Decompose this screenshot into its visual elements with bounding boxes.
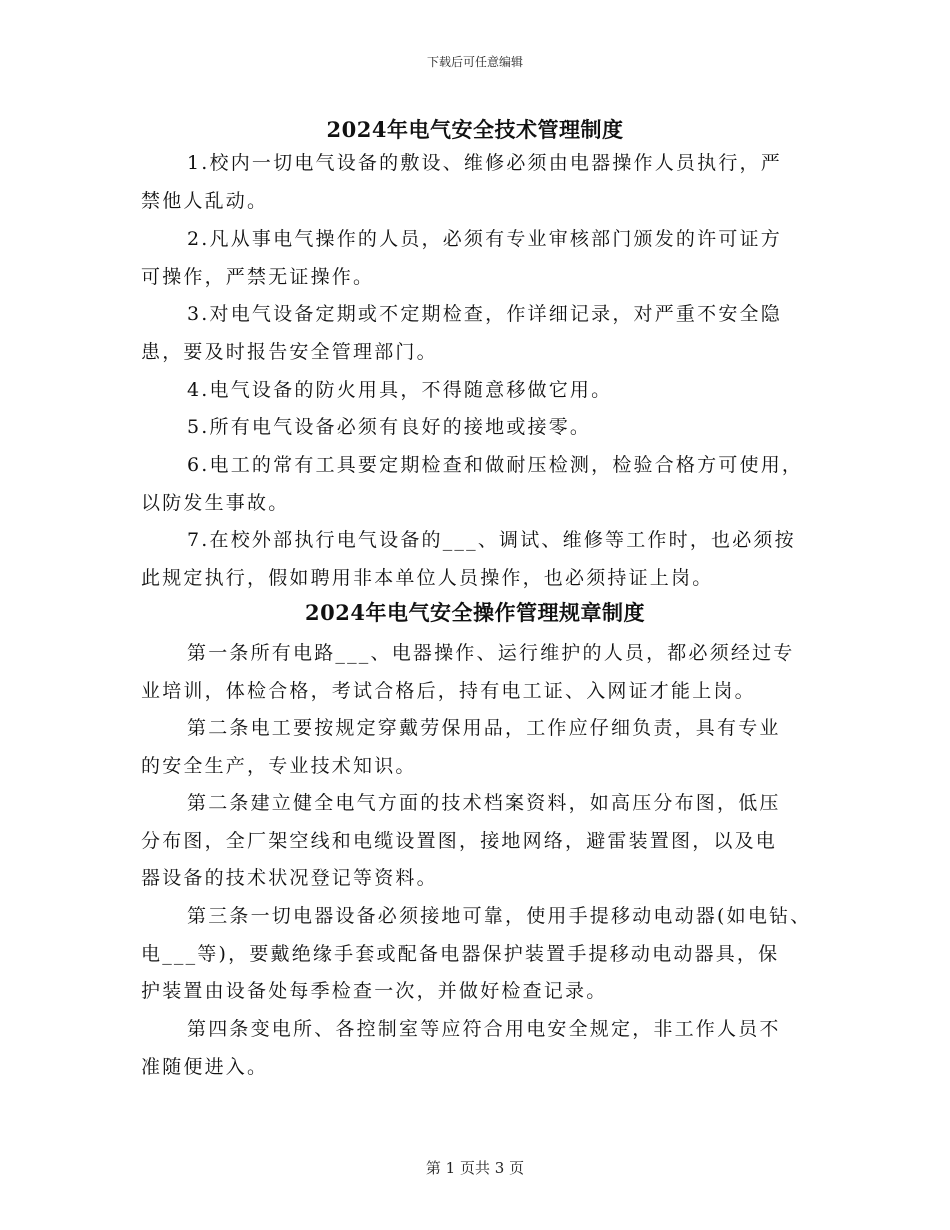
paragraph xyxy=(141,1011,821,1086)
line: 此规定执行，假如聘用非本单位人员操作，也必须持证上岗。 xyxy=(141,566,714,589)
line: 第三条一切电器设备必须接地可靠，使用手提移动电动器(如电钻、 xyxy=(187,905,812,927)
line: 第二条建立健全电气方面的技术档案资料，如高压分布图，低压 xyxy=(187,792,781,814)
paragraph xyxy=(141,409,821,447)
line: 第四条变电所、各控制室等应符合用电安全规定，非工作人员不 xyxy=(187,1018,781,1040)
paragraph xyxy=(141,522,821,597)
line: 5.所有电气设备必须有良好的接地或接零。 xyxy=(187,416,592,438)
line: 护装置由设备处每季检查一次，并做好检查记录。 xyxy=(141,980,608,1002)
line: 第二条电工要按规定穿戴劳保用品，工作应仔细负责，具有专业 xyxy=(187,717,781,739)
paragraph xyxy=(141,898,821,1011)
section-title-operation: 2024年电气安全操作管理规章制度 xyxy=(305,600,645,625)
line: 1.校内一切电气设备的敷设、维修必须由电器操作人员执行，严 xyxy=(187,152,782,174)
line: 准随便进入。 xyxy=(141,1055,269,1078)
paragraph xyxy=(141,447,821,522)
section-title-technical: 2024年电气安全技术管理制度 xyxy=(326,117,624,142)
paragraph xyxy=(141,710,821,785)
line: 分布图，全厂架空线和电缆设置图，接地网络，避雷装置图，以及电 xyxy=(141,829,778,852)
page-footer: 第 1 页共 3 页 xyxy=(425,1159,525,1177)
line: 禁他人乱动。 xyxy=(141,189,269,212)
line: 第一条所有电路___、电器操作、运行维护的人员，都必须经过专 xyxy=(187,642,795,664)
line: 7.在校外部执行电气设备的___、调试、维修等工作时，也必须按 xyxy=(187,529,796,551)
line: 4.电气设备的防火用具，不得随意移做它用。 xyxy=(187,379,613,401)
line: 6.电工的常有工具要定期检查和做耐压检测，检验合格方可使用， xyxy=(187,454,804,476)
paragraph xyxy=(141,296,821,371)
line: 业培训，体检合格，考试合格后，持有电工证、入网证才能上岗。 xyxy=(141,679,756,702)
line: 电___等)，要戴绝缘手套或配备电器保护装置手提移动电动器具，保 xyxy=(141,942,780,965)
paragraph xyxy=(141,785,821,898)
line: 以防发生事故。 xyxy=(141,491,290,514)
line: 3.对电气设备定期或不定期检查，作详细记录，对严重不安全隐 xyxy=(187,303,782,325)
line: 2.凡从事电气操作的人员，必须有专业审核部门颁发的许可证方 xyxy=(187,228,782,250)
line: 的安全生产，专业技术知识。 xyxy=(141,754,417,777)
paragraph xyxy=(141,635,821,710)
line: 可操作，严禁无证操作。 xyxy=(141,265,375,288)
paragraph xyxy=(141,221,821,296)
line: 器设备的技术状况登记等资料。 xyxy=(141,867,438,889)
paragraph xyxy=(141,372,821,410)
line: 患，要及时报告安全管理部门。 xyxy=(141,340,438,363)
page-header: 下载后可任意编辑 xyxy=(426,55,523,69)
paragraph xyxy=(141,145,821,220)
